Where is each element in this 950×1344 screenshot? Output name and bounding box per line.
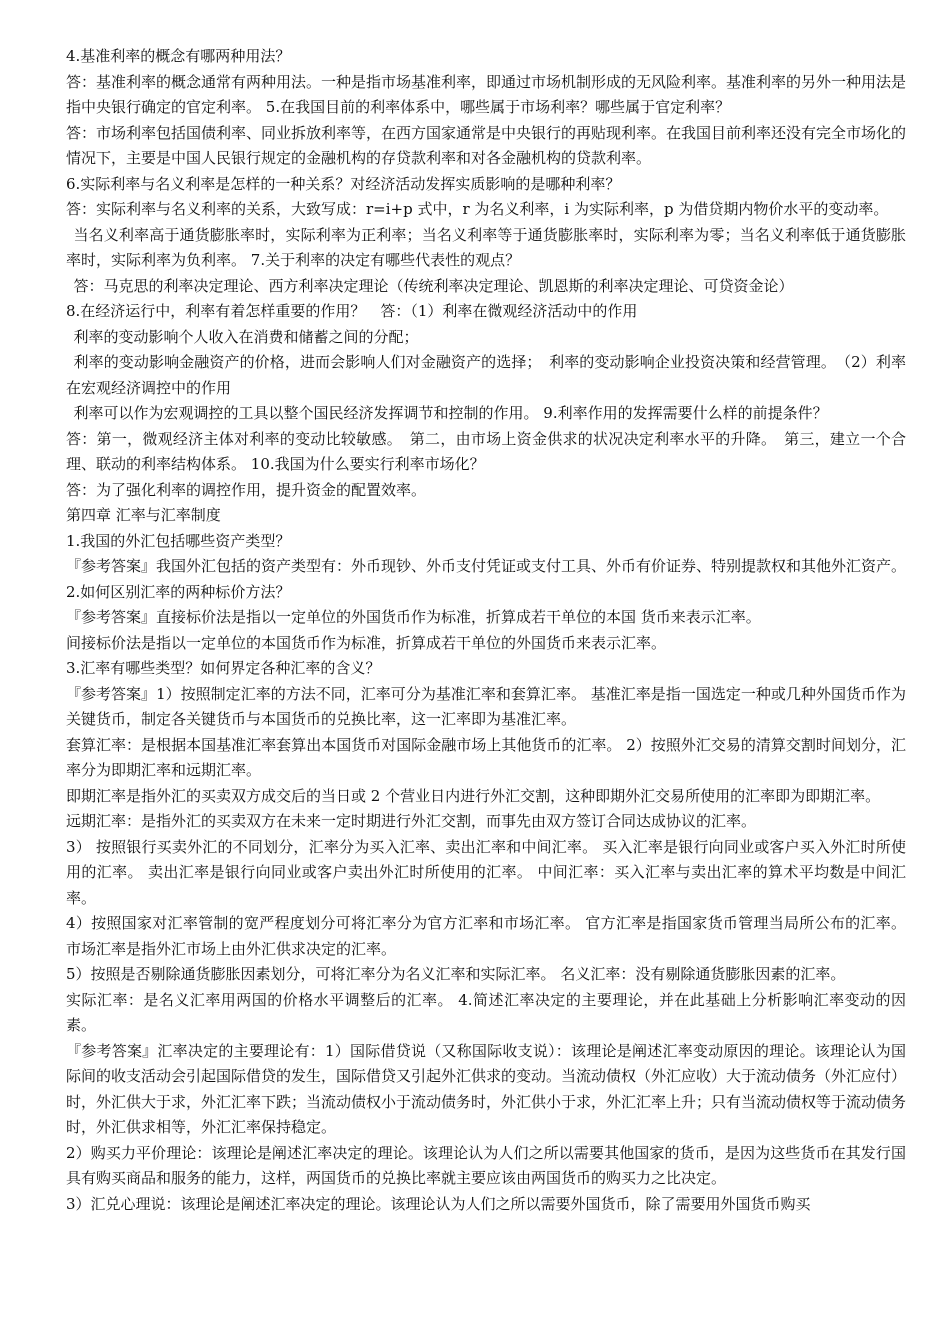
paragraph: 答：实际利率与名义利率的关系，大致写成：r=i+p 式中，r 为名义利率，i 为实际利率，p 为借贷期内物价水平的变动率。 (66, 200, 889, 218)
question: 1.我国的外汇包括哪些资产类型？ (66, 531, 291, 550)
paragraph: 3） 按照银行买卖外汇的不同划分，汇率分为买入汇率、卖出汇率和中间汇率。 买入汇率是银行向同业或客户买入外汇时所使用的汇率。 卖出汇率是银行向同业或客户卖出外汇时所使用的汇率。 中间汇率：买入汇率与卖出汇率的算术平均数是中间汇率。 (66, 837, 906, 907)
document-body (66, 44, 906, 1217)
paragraph: 答：基准利率的概念通常有两种用法。一种是指市场基准利率，即通过市场机制形成的无风险利率。基准利率的另外一种用法是指中央银行确定的官定利率。 5.在我国目前的利率体系中，哪些属于市场利率？哪些属于官定利率？ (66, 72, 907, 116)
paragraph: 2）购买力平价理论：该理论是阐述汇率决定的理论。该理论认为人们之所以需要其他国家的货币，是因为这些货币在其发行国具有购买商品和服务的能力，这样，两国货币的兑换比率就主要应该由两国货币的购买力之比决定。 (66, 1143, 906, 1187)
paragraph: 利率可以作为宏观调控的工具以整个国民经济发挥调节和控制的作用。 9.利率作用的发挥需要什么样的前提条件？ (73, 404, 828, 422)
paragraph: 答：马克思的利率决定理论、西方利率决定理论（传统利率决定理论、凯恩斯的利率决定理论、可贷资金论） (73, 276, 794, 295)
paragraph: 利率的变动影响金融资产的价格，进而会影响人们对金融资产的选择； 利率的变动影响企业投资决策和经营管理。 （2）利率在宏观经济调控中的作用 (66, 353, 906, 397)
paragraph: 间接标价法是指以一定单位的本国货币作为标准，折算成若干单位的外国货币来表示汇率。 (66, 633, 667, 652)
paragraph: 答：市场利率包括国债利率、同业拆放利率等，在西方国家通常是中央银行的再贴现利率。在我国目前利率还没有完全市场化的情况下，主要是中国人民银行规定的金融机构的存贷款利率和对各金融机构的贷款利率。 (66, 123, 907, 167)
chapter-heading: 第四章 汇率与汇率制度 (66, 506, 221, 524)
paragraph: 4.基准利率的概念有哪两种用法？ (66, 47, 291, 65)
paragraph: 6.实际利率与名义利率是怎样的一种关系？对经济活动发挥实质影响的是哪种利率？ (66, 174, 621, 193)
paragraph: 当名义利率高于通货膨胀率时，实际利率为正利率；当名义利率等于通货膨胀率时，实际利率为零；当名义利率低于通货膨胀率时，实际利率为负利率。 7.关于利率的决定有哪些代表性的观点？ (66, 225, 906, 269)
question: 3.汇率有哪些类型？如何界定各种汇率的含义？ (66, 659, 381, 677)
paragraph: 答：为了强化利率的调控作用，提升资金的配置效率。 (66, 480, 427, 499)
paragraph: 利率的变动影响个人收入在消费和储蓄之间的分配； (73, 327, 419, 346)
paragraph: 『参考答案』汇率决定的主要理论有：1）国际借贷说（又称国际收支说）：该理论是阐述汇率变动原因的理论。该理论认为国际间的收支活动会引起国际借贷的发生，国际借贷又引起外汇供求的变动。当流动债权（外汇应收）大于流动债务（外汇应付）时，外汇供大于求，外汇汇率下跌；当流动债权小于流动债务时，外汇供小于求，外汇汇率上升；只有当流动债权等于流动债务时，外汇供求相等，外汇汇率保持稳定。 (66, 1041, 907, 1136)
paragraph: 『参考答案』1）按照制定汇率的方法不同，汇率可分为基准汇率和套算汇率。 基准汇率是指一国选定一种或几种外国货币作为关键货币，制定各关键货币与本国货币的兑换比率，这一汇率即为基准汇率。 (66, 684, 906, 728)
paragraph: 『参考答案』直接标价法是指以一定单位的外国货币作为标准，折算成若干单位的本国 货币来表示汇率。 (66, 608, 761, 626)
paragraph: 『参考答案』我国外汇包括的资产类型有：外币现钞、外币支付凭证或支付工具、外币有价证券、特别提款权和其他外汇资产。 2.如何区别汇率的两种标价方法？ (66, 557, 907, 601)
paragraph: 答：第一，微观经济主体对利率的变动比较敏感。 第二，由市场上资金供求的状况决定利率水平的升降。 第三，建立一个合理、联动的利率结构体系。 10.我国为什么要实行利率市场化？ (66, 429, 906, 473)
paragraph: 5）按照是否剔除通货膨胀因素划分，可将汇率分为名义汇率和实际汇率。 名义汇率：没有剔除通货膨胀因素的汇率。 (66, 965, 846, 983)
paragraph: 实际汇率：是名义汇率用两国的价格水平调整后的汇率。 4.简述汇率决定的主要理论，并在此基础上分析影响汇率变动的因素。 (66, 990, 906, 1034)
paragraph: 远期汇率：是指外汇的买卖双方在未来一定时期进行外汇交割，而事先由双方签订合同达成协议的汇率。 (66, 812, 757, 830)
paragraph: 3）汇兑心理说：该理论是阐述汇率决定的理论。该理论认为人们之所以需要外国货币，除了需要用外国货币购买 (66, 1194, 811, 1213)
paragraph: 4）按照国家对汇率管制的宽严程度划分可将汇率分为官方汇率和市场汇率。 官方汇率是指国家货币管理当局所公布的汇率。 市场汇率是指外汇市场上由外汇供求决定的汇率。 (66, 914, 906, 958)
paragraph: 套算汇率：是根据本国基准汇率套算出本国货币对国际金融市场上其他货币的汇率。 2）按照外汇交易的清算交割时间划分，汇率分为即期汇率和远期汇率。 (66, 735, 906, 779)
paragraph: 8.在经济运行中，利率有着怎样重要的作用？ 答：（1）利率在微观经济活动中的作用 (66, 302, 638, 320)
paragraph: 即期汇率是指外汇的买卖双方成交后的当日或 2 个营业日内进行外汇交割，这种即期外汇交易所使用的汇率即为即期汇率。 (66, 786, 881, 805)
